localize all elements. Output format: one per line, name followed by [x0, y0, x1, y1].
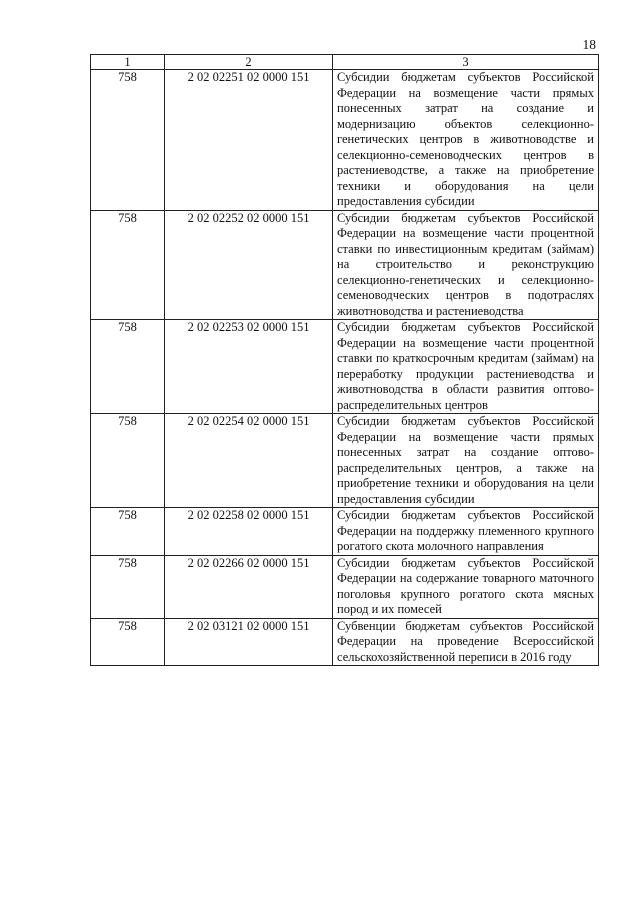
table-row — [91, 508, 599, 556]
description-cell: Субсидии бюджетам субъектов Российской Федерации на содержание товарного маточного поголовья крупного рогатого скота мясных пород и их помесей — [333, 555, 599, 618]
budget-code-cell: 2 02 02266 02 0000 151 — [165, 555, 333, 618]
table-header-row — [91, 55, 599, 70]
budget-code-cell: 2 02 02251 02 0000 151 — [165, 70, 333, 211]
description-cell: Субвенции бюджетам субъектов Российской Федерации на проведение Всероссийской сельскохозяйственной переписи в 2016 году — [333, 618, 599, 666]
description-cell: Субсидии бюджетам субъектов Российской Федерации на возмещение части прямых понесенных затрат на создание оптово-распределительных центров, а также на приобретение техники и оборудования на цели предоставления субсидии — [333, 414, 599, 508]
admin-code-cell: 758 — [91, 555, 165, 618]
budget-code-cell: 2 02 02253 02 0000 151 — [165, 320, 333, 414]
budget-code-cell: 2 02 02252 02 0000 151 — [165, 210, 333, 320]
description-cell: Субсидии бюджетам субъектов Российской Федерации на поддержку племенного крупного рогатого скота молочного направления — [333, 508, 599, 556]
admin-code-cell: 758 — [91, 320, 165, 414]
budget-codes-table — [90, 54, 599, 666]
admin-code-cell: 758 — [91, 210, 165, 320]
column-header-3: 3 — [333, 55, 599, 70]
table-row — [91, 555, 599, 618]
table-row — [91, 320, 599, 414]
table-row — [91, 210, 599, 320]
admin-code-cell: 758 — [91, 618, 165, 666]
budget-code-cell: 2 02 02254 02 0000 151 — [165, 414, 333, 508]
table-row — [91, 70, 599, 211]
description-cell: Субсидии бюджетам субъектов Российской Федерации на возмещение части процентной ставки по инвестиционным кредитам (займам) на строительство и реконструкцию селекционно-генетических и селекционно-семеноводческих центров в подотраслях животноводства и растениеводства — [333, 210, 599, 320]
description-cell: Субсидии бюджетам субъектов Российской Федерации на возмещение части прямых понесенных затрат на создание и модернизацию объектов селекционно-генетических центров в животноводстве и селекционно-семеноводческих центров в растениеводстве, а также на приобретение техники и оборудования на цели предоставления субсидии — [333, 70, 599, 211]
admin-code-cell: 758 — [91, 70, 165, 211]
budget-code-cell: 2 02 02258 02 0000 151 — [165, 508, 333, 556]
page-number: 18 — [582, 37, 596, 52]
budget-code-cell: 2 02 03121 02 0000 151 — [165, 618, 333, 666]
table-row — [91, 414, 599, 508]
table-row — [91, 618, 599, 666]
description-cell: Субсидии бюджетам субъектов Российской Федерации на возмещение части процентной ставки по краткосрочным кредитам (займам) на переработку продукции растениеводства и животноводства в области развития оптово-распределительных центров — [333, 320, 599, 414]
column-header-2: 2 — [165, 55, 333, 70]
column-header-1: 1 — [91, 55, 165, 70]
admin-code-cell: 758 — [91, 508, 165, 556]
admin-code-cell: 758 — [91, 414, 165, 508]
